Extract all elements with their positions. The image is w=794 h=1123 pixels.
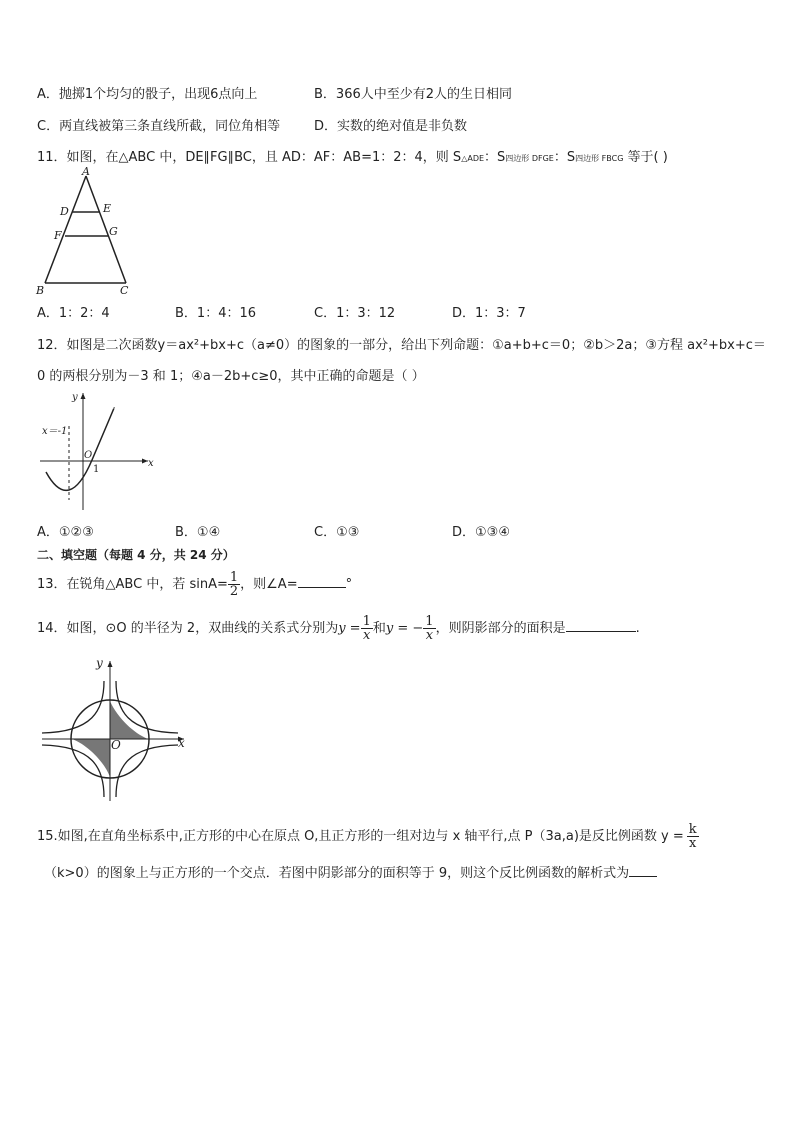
q14-label-x: x xyxy=(178,736,185,750)
q12-stem-line2: 0 的两根分别为－3 和 1；④a－2b+c≥0，其中正确的命题是（ ） xyxy=(37,369,425,384)
q14-stem: 14．如图，⊙O 的半径为 2，双曲线的关系式分别为y = $\frac{1}{x}$ 和y = − $\frac{1}{x}$ ，则阴影部分的面积是 . xyxy=(37,614,640,643)
q11-label-b: B xyxy=(36,284,45,297)
q14-fraction-1: $\frac{1}{x}$ xyxy=(362,614,371,643)
q14-fraction-2: $\frac{1}{x}$ xyxy=(425,614,434,643)
q10-option-b: B．366人中至少有2人的生日相同 xyxy=(314,87,513,102)
q12-y-arrow xyxy=(81,393,86,399)
q10-option-d: D．实数的绝对值是非负数 xyxy=(314,119,468,134)
q10-option-a: A．抛掷1个均匀的骰子，出现6点向上 xyxy=(37,87,258,102)
q12-label-origin: O xyxy=(84,450,93,461)
q11-label-a: A xyxy=(82,165,90,178)
q14-y-arrow xyxy=(108,661,113,667)
q11-option-a: A．1：2：4 xyxy=(37,306,110,321)
q15-stem-line1: 15.如图,在直角坐标系中,正方形的中心在原点 O,且正方形的一组对边与 x 轴平行,点 P（3a,a)是反比例函数 y = $\frac{k}{x}$ xyxy=(37,822,697,851)
q11-side-ab xyxy=(45,176,86,283)
q12-label-symmetry: x＝-1 xyxy=(42,426,68,437)
q14-label-origin: O xyxy=(111,738,121,752)
q11-option-d: D．1：3：7 xyxy=(452,306,526,321)
q12-label-x: x xyxy=(148,458,154,469)
q11-label-e: E xyxy=(103,202,112,215)
q11-side-ac xyxy=(86,176,126,283)
q12-option-b: B．①④ xyxy=(175,525,221,540)
q11-label-f: F xyxy=(54,229,62,242)
q12-stem-line1: 12．如图是二次函数y＝ax²+bx+c（a≠0）的图象的一部分，给出下列命题：①a+b+c＝0；②b＞2a；③方程 ax²+bx+c＝ xyxy=(37,338,766,353)
q14-circle-figure xyxy=(38,653,192,805)
q14-answer-blank[interactable] xyxy=(566,631,636,632)
q12-option-a: A．①②③ xyxy=(37,525,94,540)
q12-parabola-figure xyxy=(36,388,160,516)
q13-stem: 13．在锐角△ABC 中，若 sinA= $\frac{1}{2}$ ，则∠A= ° xyxy=(37,570,353,599)
q12-parabola-curve xyxy=(46,408,114,490)
q12-option-d: D．①③④ xyxy=(452,525,510,540)
q13-answer-blank[interactable] xyxy=(298,587,346,588)
q14-label-y: y xyxy=(96,656,103,670)
q12-label-one: 1 xyxy=(93,464,100,475)
q11-label-c: C xyxy=(120,284,129,297)
section-2-title: 二、填空题（每题 4 分，共 24 分） xyxy=(37,548,235,562)
q11-option-c: C．1：3：12 xyxy=(314,306,396,321)
q15-stem-line2: （k>0）的图象上与正方形的一个交点．若图中阴影部分的面积等于 9，则这个反比例函数的解析式为 xyxy=(44,862,657,881)
q13-fraction: $\frac{1}{2}$ xyxy=(229,570,239,599)
q11-label-g: G xyxy=(109,225,118,238)
q12-label-y: y xyxy=(72,392,78,403)
q12-option-c: C．①③ xyxy=(314,525,360,540)
q15-answer-blank[interactable] xyxy=(629,876,657,877)
q11-label-d: D xyxy=(60,205,69,218)
q10-option-c: C．两直线被第三条直线所截，同位角相等 xyxy=(37,119,281,134)
q15-fraction: $\frac{k}{x}$ xyxy=(688,822,697,851)
q11-stem: 11．如图，在△ABC 中，DE∥FG∥BC，且 AD：AF：AB=1：2：4，则 S△ADE：S四边形 DFGE：S四边形 FBCG 等于( ) xyxy=(37,150,668,165)
q11-option-b: B．1：4：16 xyxy=(175,306,257,321)
q11-triangle-figure xyxy=(30,165,140,297)
